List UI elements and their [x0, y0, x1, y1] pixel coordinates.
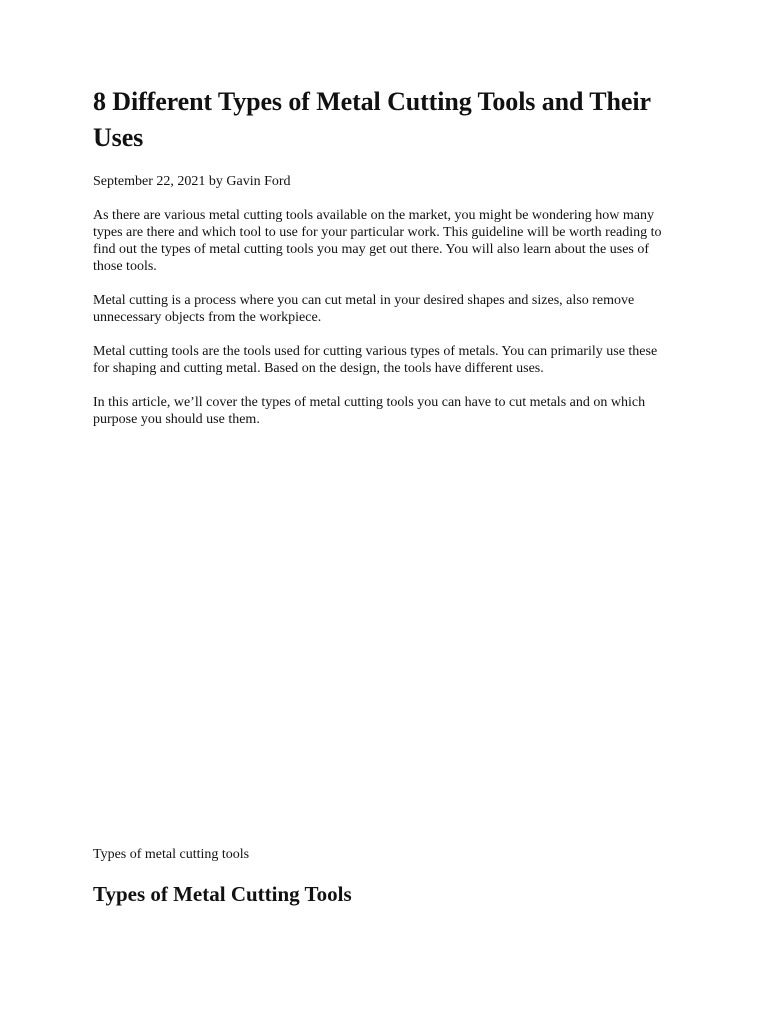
intro-paragraph: As there are various metal cutting tools available on the market, you might be wondering how many types are there and which tool to use for your particular work. This guideline will be worth reading to find out the types of metal cutting tools you may get out there. You will also learn about the uses of those tools.	[93, 208, 662, 274]
article	[93, 84, 683, 908]
publish-date: September 22, 2021	[93, 174, 206, 189]
section-heading: Types of Metal Cutting Tools	[93, 882, 352, 906]
byline-word: by	[208, 174, 223, 189]
author-name: Gavin Ford	[226, 174, 291, 189]
image-caption: Types of metal cutting tools	[93, 847, 250, 862]
tools-paragraph: Metal cutting tools are the tools used for cutting various types of metals. You can primarily use these for shaping and cutting metal. Based on the design, the tools have different uses.	[93, 344, 658, 376]
article-title: 8 Different Types of Metal Cutting Tools and Their Uses	[93, 87, 651, 152]
overview-paragraph: In this article, we’ll cover the types of metal cutting tools you can have to cut metals and on which purpose you should use them.	[93, 395, 646, 427]
image-placeholder	[93, 428, 683, 846]
article-meta	[93, 173, 683, 190]
definition-paragraph: Metal cutting is a process where you can cut metal in your desired shapes and sizes, also remove unnecessary objects from the workpiece.	[93, 293, 635, 325]
